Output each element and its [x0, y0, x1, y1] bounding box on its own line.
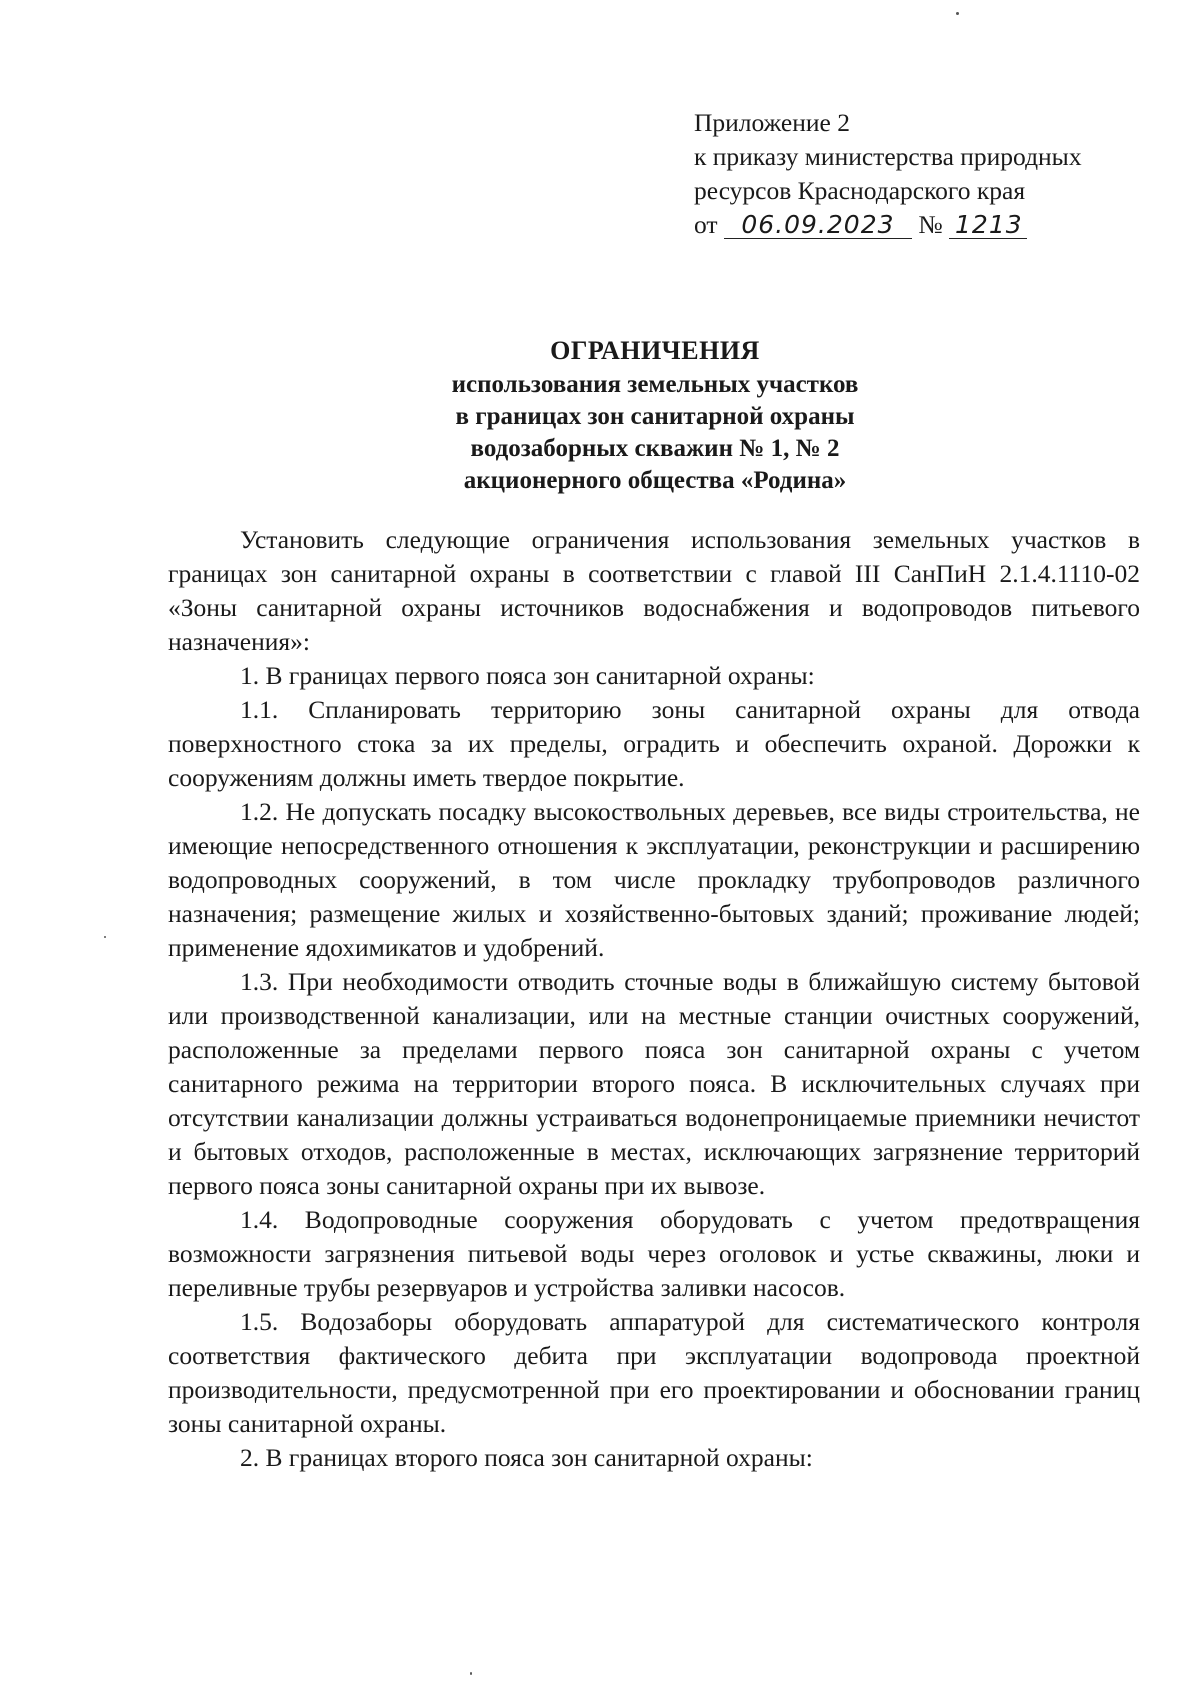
title-line-3: водозаборных скважин № 1, № 2 — [470, 435, 840, 462]
paragraph-section-2: 2. В границах второго пояса зон санитарной охраны: — [240, 1443, 813, 1472]
appendix-header — [694, 106, 1164, 242]
document-title — [170, 333, 1140, 497]
paragraph-intro: Установить следующие ограничения использования земельных участков в границах зон санитарной охраны в соответствии с главой III СанПиН 2.1.4.1110-02 «Зоны санитарной охраны источников водоснабжения и водопроводов питьевого назначения»: — [168, 525, 1140, 656]
document-body — [168, 523, 1140, 1475]
paragraph-section-1: 1. В границах первого пояса зон санитарной охраны: — [240, 661, 815, 690]
paragraph-1-5: 1.5. Водозаборы оборудовать аппаратурой для систематического контроля соответствия фактического дебита при эксплуатации водопровода проектной производительности, предусмотренной при его проектировании и обосновании границ зоны санитарной охраны. — [168, 1307, 1140, 1438]
appendix-line-3: ресурсов Краснодарского края — [694, 176, 1026, 205]
title-line-1: использования земельных участков — [451, 371, 859, 398]
title-line-2: в границах зон санитарной охраны — [455, 403, 855, 430]
appendix-line-1: Приложение 2 — [694, 108, 850, 137]
paragraph-1-2: 1.2. Не допускать посадку высокоствольных деревьев, все виды строительства, не имеющие непосредственного отношения к эксплуатации, реконструкции и расширению водопроводных сооружений, в том числе прокладку трубопроводов различного назначения; размещение жилых и хозяйственно-бытовых зданий; проживание людей; применение ядохимикатов и удобрений. — [168, 797, 1140, 962]
appendix-order-line — [694, 208, 1164, 242]
title-line-4: акционерного общества «Родина» — [463, 467, 847, 494]
scan-speck — [470, 1672, 472, 1675]
paragraph-1-3: 1.3. При необходимости отводить сточные воды в ближайшую систему бытовой или производственной канализации, или на местные станции очистных сооружений, расположенные за пределами первого пояса зон санитарной охраны с учетом санитарного режима на территории второго пояса. В исключительных случаях при отсутствии канализации должны устраиваться водонепроницаемые приемники нечистот и бытовых отходов, расположенные в местах, исключающих загрязнение территорий первого пояса зоны санитарной охраны при их вывозе. — [168, 967, 1140, 1200]
scan-speck — [104, 936, 106, 938]
handwritten-number: 1213 — [949, 212, 1027, 239]
scan-speck — [956, 12, 959, 15]
appendix-line-2: к приказу министерства природных — [694, 142, 1082, 171]
from-label: от — [694, 210, 718, 239]
number-label: № — [918, 210, 943, 239]
title-main: ОГРАНИЧЕНИЯ — [550, 336, 760, 365]
paragraph-1-1: 1.1. Спланировать территорию зоны санитарной охраны для отвода поверхностного стока за их пределы, оградить и обеспечить охраной. Дорожки к сооружениям должны иметь твердое покрытие. — [168, 695, 1140, 792]
handwritten-date: 06.09.2023 — [724, 212, 912, 239]
paragraph-1-4: 1.4. Водопроводные сооружения оборудовать с учетом предотвращения возможности загрязнения питьевой воды через оголовок и устье скважины, люки и переливные трубы резервуаров и устройства заливки насосов. — [168, 1205, 1140, 1302]
